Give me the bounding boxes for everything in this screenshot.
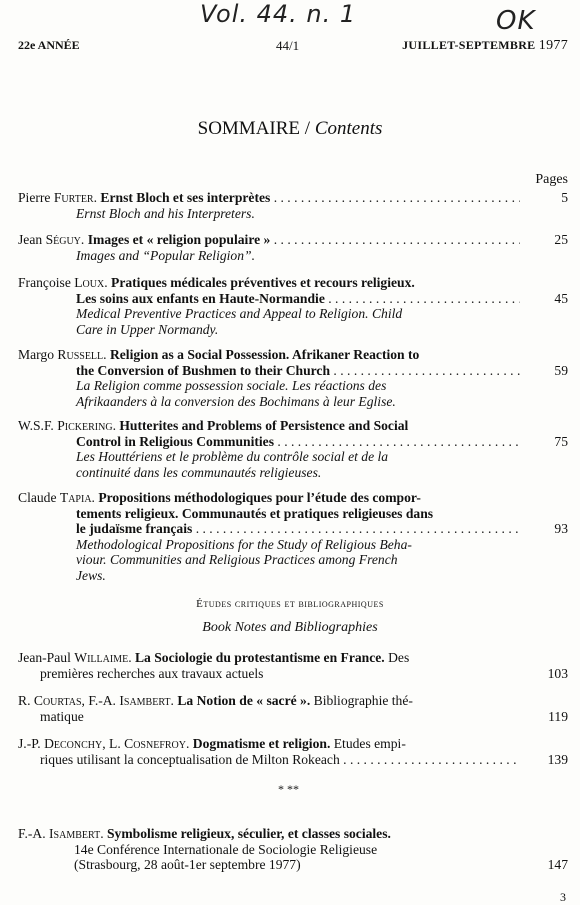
translation: Images and “Popular Religion”. [76,247,255,263]
page-ref: 75 [554,433,568,449]
translation: Ernst Bloch and his Interpreters. [76,205,255,221]
section-subheading: Book Notes and Bibliographies [202,620,378,635]
page-ref: 59 [554,362,568,378]
toc-entry: Françoise Loux. Pratiques médicales préventives et recours religieux. Les soins aux enfants en Haute-Normandie . . . 45 Medical Preventive Practices and Appeal to Religion. Child Care in Upper Normandy. [18,275,568,337]
handwritten-ok-note: OK [496,6,536,36]
toc-entry: Jean Séguy. Images et « religion populaire » . . . 25 Images and “Popular Religion”. [18,232,568,263]
pages-label: Pages [535,172,568,187]
header-period: JUILLET-SEPTEMBRE 1977 [402,38,568,53]
header-issue: 44/1 [276,38,300,53]
running-header [18,38,568,58]
review-entry: J.-P. Deconchy, L. Cosnefroy. Dogmatisme et religion. Etudes empi- riques utilisant la conceptualisation de Milton Rokeach . . . 139 [18,736,568,767]
review-entry: R. Courtas, F.-A. Isambert. La Notion de « sacré ». Bibliographie thé- matique 119 [18,693,568,724]
page-ref: 147 [547,857,568,872]
toc-entry: W.S.F. Pickering. Hutterites and Problems of Persistence and Social Control in Religious Communities . . . 75 Les Houttériens et le problème du contrôle social et de la continuité dans les communautés religieuses. [18,418,568,480]
toc-entry: Claude Tapia. Propositions méthodologiques pour l’étude des compor- tements religieux. Communautés et pratiques religieuses dans le judaïsme français . . . 93 Methodological Propositions for the Study of Religious Beha- viour. Communities and Religious Practices among French Jews. [18,490,568,583]
handwritten-volume-note: Vol. 44. n. 1 [200,0,357,28]
section-heading: Études critiques et bibliographiques [196,598,384,610]
asterism-divider: * ** [278,782,299,796]
toc-entry: Pierre Furter. Ernst Bloch et ses interprètes . . . 5 Ernst Bloch and his Interpreters. [18,190,568,221]
review-entry: Jean-Paul Willaime. La Sociologie du protestantisme en France. Des premières recherches aux travaux actuels 103 [18,650,568,681]
page-number: 3 [560,890,566,904]
toc-entry: Margo Russell. Religion as a Social Possession. Afrikaner Reaction to the Conversion of Bushmen to their Church . . . 59 La Religion comme possession sociale. Les réactions des Afrikaanders à la conversion des Bochimans à leur Eglise. [18,347,568,409]
page-ref: 25 [554,232,568,247]
page-ref: 119 [548,708,568,724]
page-ref: 103 [547,665,568,681]
page-ref: 139 [547,751,568,767]
page-ref: 45 [554,290,568,306]
header-year: 22e ANNÉE [18,38,80,52]
page-title: SOMMAIRE / Contents [197,118,383,139]
page-ref: 5 [561,190,568,205]
toc-entry: F.-A. Isambert. Symbolisme religieux, séculier, et classes sociales. 14e Conférence Internationale de Sociologie Religieuse (Strasbourg, 28 août-1er septembre 1977) 147 [18,826,568,872]
page-ref: 93 [554,521,568,536]
